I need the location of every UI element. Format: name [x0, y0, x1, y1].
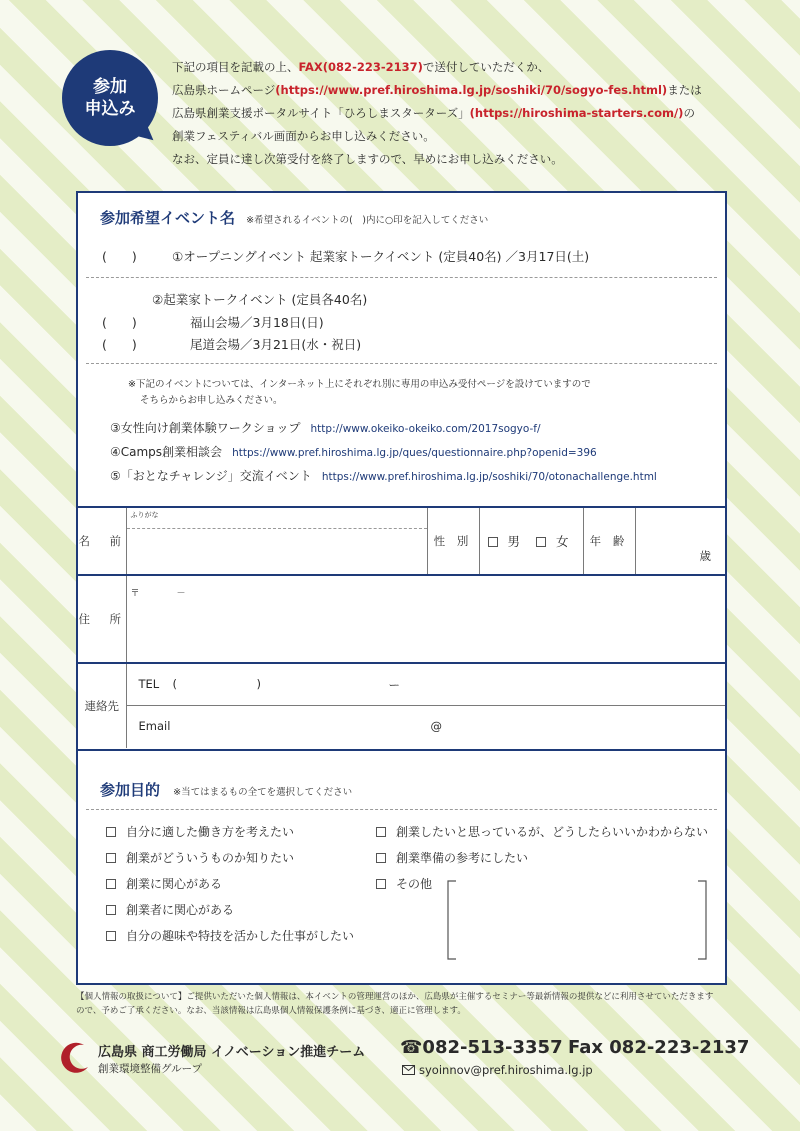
address-row — [78, 575, 725, 663]
intro-text — [172, 56, 772, 171]
privacy-line1: 【個人情報の取扱について】ご提供いただいた個人情報は、本イベントの管理運営のほか、広島県が主催するセミナー等最新情報の提供などに利用させていただきます — [76, 992, 714, 1002]
external-note-line2: そちらからお申し込みください。 — [140, 395, 283, 406]
intro-line4: 創業フェスティバル画面からお申し込みください。 — [172, 129, 435, 143]
badge-line1: 参加 — [93, 77, 127, 97]
group-name: 創業環境整備グループ — [98, 1063, 203, 1075]
contact-label: 連絡先 — [78, 663, 126, 748]
privacy-line2: ので、予めご了承ください。なお、当該情報は広島県個人情報保護条例に基づき、適正に管理します。 — [76, 1006, 466, 1016]
event-2b-label: 尾道会場／3月21日(水・祝日) — [190, 337, 362, 352]
event-1-checkbox[interactable]: ( ) — [102, 249, 137, 264]
purpose-label: 自分に適した働き方を考えたい — [126, 825, 295, 839]
org-name: 広島県 商工労働局 イノベーション推進チーム — [98, 1045, 366, 1060]
email-label: Email — [138, 719, 171, 733]
tel-field[interactable] — [127, 664, 726, 706]
purpose-option[interactable] — [376, 849, 528, 866]
purpose-divider — [78, 749, 725, 751]
event-4-label: ④Camps創業相談会 — [110, 445, 223, 459]
purpose-label: 創業者に関心がある — [126, 903, 235, 917]
apply-badge — [62, 50, 158, 146]
age-label: 年 齢 — [583, 507, 635, 575]
application-form — [76, 191, 727, 985]
event-1 — [102, 247, 589, 265]
email-field[interactable] — [127, 706, 726, 748]
event-5-link[interactable]: https://www.pref.hiroshima.lg.jp/soshiki/70/otonachallenge.html — [321, 471, 657, 483]
event-4 — [110, 443, 597, 460]
purpose-note: ※当てはまるもの全てを選択してください — [173, 787, 353, 798]
pref-homepage-link[interactable]: (https://www.pref.hiroshima.lg.jp/soshiki/70/sogyo-fes.html) — [275, 83, 668, 97]
name-label: 名 前 — [78, 507, 126, 575]
female-checkbox[interactable] — [536, 537, 546, 547]
purpose-option[interactable] — [106, 901, 234, 918]
privacy-notice — [76, 990, 736, 1018]
purpose-label: 創業したいと思っているが、どうしたらいいかわからない — [396, 825, 709, 839]
address-field[interactable] — [126, 575, 725, 663]
purpose-option[interactable] — [106, 875, 222, 892]
purpose-option[interactable] — [106, 849, 294, 866]
gender-label: 性 別 — [427, 507, 479, 575]
tel-paren-close: ) — [256, 677, 261, 691]
male-label: 男 — [507, 534, 521, 549]
purpose-option[interactable] — [106, 927, 354, 944]
purpose-option[interactable] — [376, 823, 708, 840]
starters-portal-link[interactable]: (https://hiroshima-starters.com/) — [469, 106, 684, 120]
purpose-checkbox[interactable] — [376, 827, 386, 837]
event-5 — [110, 467, 657, 484]
footer-email[interactable] — [402, 1063, 593, 1077]
external-note-line1: ※下記のイベントについては、インターネット上にそれぞれ別に専用の申込み受付ページを設けていますので — [128, 379, 591, 390]
purpose-label: 創業がどういうものか知りたい — [126, 851, 295, 865]
event-4-link[interactable]: https://www.pref.hiroshima.lg.jp/ques/questionnaire.php?openid=396 — [232, 447, 597, 459]
purpose-label: その他 — [396, 877, 433, 891]
events-title: 参加希望イベント名 — [100, 209, 236, 227]
purpose-title: 参加目的 — [100, 781, 161, 799]
postal-dash: － — [176, 589, 186, 599]
badge-line2: 申込み — [84, 99, 136, 119]
purpose-checkbox[interactable] — [106, 827, 116, 837]
footer-tel: ☎082-513-3357 — [400, 1037, 563, 1058]
tel-paren-open: ( — [172, 677, 177, 691]
furigana-label: ふりがな — [130, 511, 159, 519]
event-3-link[interactable]: http://www.okeiko-okeiko.com/2017sogyo-f/ — [310, 423, 541, 435]
personal-info-table — [78, 506, 725, 748]
fax-number: FAX(082-223-2137) — [298, 60, 423, 74]
purpose-label: 創業準備の参考にしたい — [396, 851, 529, 865]
intro-line5: なお、定員に達し次第受付を終了しますので、早めにお申し込みください。 — [172, 152, 563, 166]
purpose-checkbox[interactable] — [106, 905, 116, 915]
event-2a — [102, 313, 324, 331]
event-2-title: ②起業家トークイベント (定員各40名) — [152, 292, 368, 307]
external-note — [128, 377, 591, 409]
address-label: 住 所 — [78, 575, 126, 663]
event-2b-checkbox[interactable]: ( ) — [102, 337, 137, 352]
divider — [86, 809, 717, 810]
name-row — [78, 507, 725, 575]
email-at: @ — [430, 719, 442, 733]
age-field[interactable] — [635, 507, 725, 575]
footer-email-text: syoinnov@pref.hiroshima.lg.jp — [419, 1063, 593, 1077]
intro-line2: 広島県ホームページ — [172, 83, 276, 97]
contact-row — [78, 663, 725, 748]
purpose-label: 創業に関心がある — [126, 877, 223, 891]
name-field[interactable] — [126, 507, 427, 575]
divider — [86, 277, 717, 278]
tel-dash: ー — [388, 678, 400, 692]
divider — [86, 363, 717, 364]
purpose-checkbox[interactable] — [376, 879, 386, 889]
purpose-checkbox[interactable] — [106, 879, 116, 889]
purpose-checkbox[interactable] — [106, 931, 116, 941]
purpose-label: 自分の趣味や特技を活かした仕事がしたい — [126, 929, 355, 943]
tel-label: TEL — [138, 677, 160, 691]
gender-options — [479, 507, 583, 575]
purpose-checkbox[interactable] — [376, 853, 386, 863]
purpose-header — [100, 779, 352, 800]
intro-line1-end: で送付していただくか、 — [422, 60, 550, 74]
event-1-label: ①オープニングイベント 起業家トークイベント (定員40名) ／3月17日(土) — [172, 249, 590, 264]
purpose-option[interactable] — [106, 823, 294, 840]
event-2a-checkbox[interactable]: ( ) — [102, 315, 137, 330]
event-2a-label: 福山会場／3月18日(日) — [190, 315, 324, 330]
purpose-checkbox[interactable] — [106, 853, 116, 863]
intro-line3: 広島県創業支援ポータルサイト「ひろしまスターターズ」 — [172, 106, 470, 120]
events-note: ※希望されるイベントの( )内に○印を記入してください — [246, 215, 489, 226]
female-label: 女 — [556, 534, 569, 549]
event-3 — [110, 419, 541, 436]
events-header — [100, 207, 488, 228]
other-text-area[interactable] — [446, 879, 708, 961]
purpose-option[interactable] — [376, 875, 432, 892]
male-checkbox[interactable] — [488, 537, 498, 547]
contact-fields — [126, 663, 725, 748]
footer — [58, 1035, 758, 1085]
event-3-label: ③女性向け創業体験ワークショップ — [110, 421, 301, 435]
postal-mark: 〒 — [130, 589, 140, 599]
intro-line2-end: または — [667, 83, 702, 97]
event-2b — [102, 335, 361, 353]
footer-fax: Fax 082-223-2137 — [568, 1037, 750, 1058]
intro-line1: 下記の項目を記載の上、 — [172, 60, 299, 74]
age-unit: 歳 — [699, 549, 711, 563]
intro-line3-end: の — [683, 106, 695, 120]
prefecture-logo-icon — [58, 1041, 92, 1075]
mail-icon — [402, 1065, 415, 1075]
event-5-label: ⑤「おとなチャレンジ」交流イベント — [110, 469, 312, 483]
